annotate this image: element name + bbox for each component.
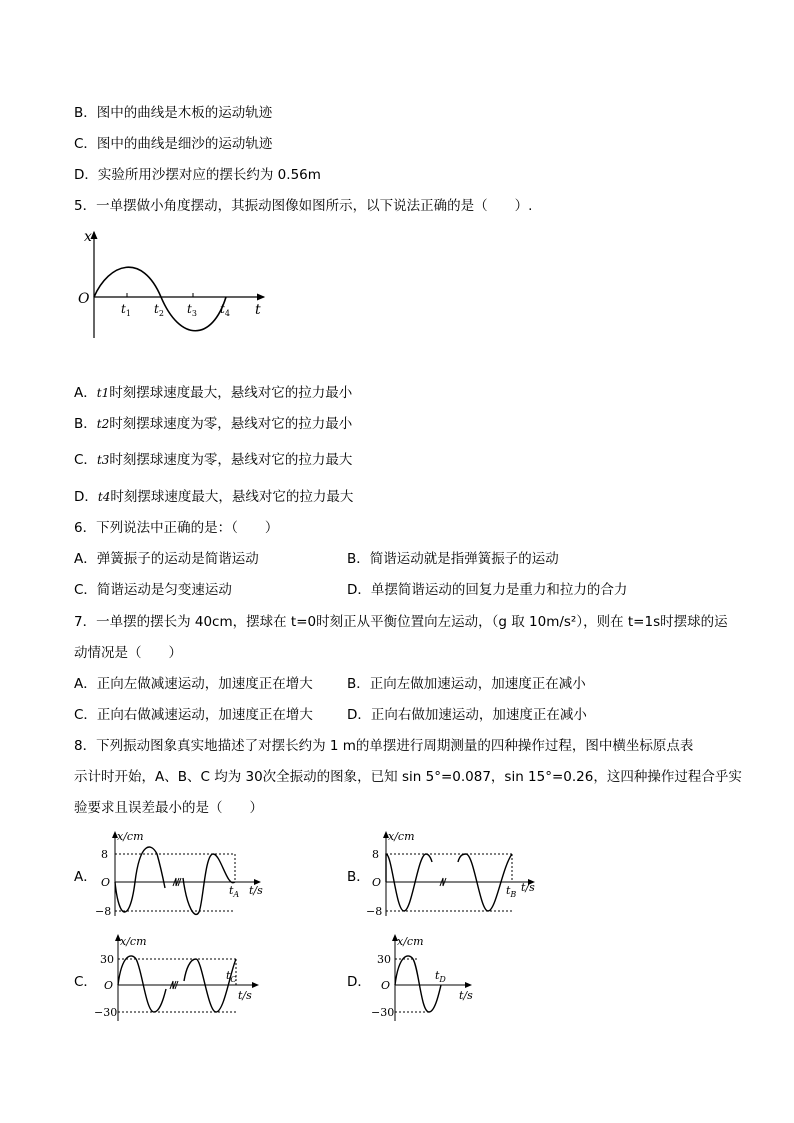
q8-graph-d-label: D． bbox=[347, 974, 371, 990]
q7-option-c: C．正向右做减速运动，加速度正在增大 bbox=[74, 707, 313, 723]
svg-text:O: O bbox=[104, 979, 114, 992]
q5-option-c: C．t3时刻摆球速度为零，悬线对它的拉力最大 bbox=[74, 452, 353, 468]
svg-text:tB: $t_B$ bbox=[506, 884, 517, 899]
svg-text:O: O bbox=[372, 876, 382, 889]
q8-stem-line2: 示计时开始，A、B、C 均为 30次全振动的图象，已知 sin 5°=0.087，sin 15°=0.26，这四种操作过程合乎实 bbox=[74, 769, 742, 785]
q6-option-d: D．单摆简谐运动的回复力是重力和拉力的合力 bbox=[347, 582, 628, 598]
svg-text:30: 30 bbox=[100, 953, 114, 966]
q7-option-a: A．正向左做减速运动，加速度正在增大 bbox=[74, 676, 313, 692]
svg-text:t/s: t/s bbox=[238, 989, 252, 1002]
q8-b-ylabel: x/cm bbox=[388, 830, 415, 843]
q5-option-d: D．t4时刻摆球速度最大，悬线对它的拉力最大 bbox=[74, 489, 354, 505]
q5-x-label: t bbox=[255, 302, 261, 318]
svg-text:−30: −30 bbox=[94, 1006, 118, 1019]
q6-option-b: B．简谐运动就是指弹簧振子的运动 bbox=[347, 551, 559, 567]
q5-y-label: x bbox=[84, 229, 92, 245]
svg-text:x/cm: x/cm bbox=[120, 935, 147, 948]
q8-graph-a bbox=[95, 828, 285, 918]
q8-a-ylabel: x/cm bbox=[117, 830, 144, 843]
q6-stem: 6．下列说法中正确的是：（ ） bbox=[74, 520, 279, 536]
q8-graph-b bbox=[366, 828, 556, 918]
svg-text:x/cm: x/cm bbox=[397, 935, 424, 948]
svg-text:30: 30 bbox=[377, 953, 391, 966]
svg-text:−8: −8 bbox=[95, 905, 112, 918]
q6-option-a: A．弹簧振子的运动是简谐运动 bbox=[74, 551, 259, 567]
q5-vibration-graph bbox=[74, 226, 274, 346]
q5-t2: $t_2$ bbox=[154, 302, 164, 318]
q8-graph-a-label: A． bbox=[74, 869, 97, 885]
q8-graph-c bbox=[94, 933, 288, 1023]
svg-text:−30: −30 bbox=[371, 1006, 395, 1019]
q5-option-a: A．t1时刻摆球速度最大，悬线对它的拉力最小 bbox=[74, 385, 353, 401]
q8-graph-b-label: B． bbox=[347, 869, 370, 885]
svg-text:O: O bbox=[101, 876, 111, 889]
q8-graph-c-label: C． bbox=[74, 974, 97, 990]
q7-option-d: D．正向右做加速运动，加速度正在减小 bbox=[347, 707, 587, 723]
q7-stem-line2: 动情况是（ ） bbox=[74, 645, 182, 661]
q7-option-b: B．正向左做加速运动，加速度正在减小 bbox=[347, 676, 586, 692]
q8-a-tend: $t_A$ bbox=[229, 884, 240, 899]
q6-option-c: C．简谐运动是匀变速运动 bbox=[74, 582, 232, 598]
svg-text:t/s: t/s bbox=[521, 881, 535, 894]
q5-origin: O bbox=[78, 291, 90, 307]
q5-t4: $t_4$ bbox=[220, 302, 230, 318]
q7-stem-line1: 7．一单摆的摆长为 40cm，摆球在 t=0时刻正从平衡位置向左运动，（g 取 10m/s²），则在 t=1s时摆球的运 bbox=[74, 614, 728, 630]
svg-text:8: 8 bbox=[372, 848, 379, 861]
q4-option-b: B．图中的曲线是木板的运动轨迹 bbox=[74, 105, 273, 121]
svg-text:t/s: t/s bbox=[459, 989, 473, 1002]
svg-text:tC: $t_C$ bbox=[226, 969, 237, 984]
q8-stem-line3: 验要求且误差最小的是（ ） bbox=[74, 800, 263, 816]
svg-text:−8: −8 bbox=[366, 905, 383, 918]
svg-text:t/s: t/s bbox=[249, 884, 263, 897]
q4-option-d: D．实验所用沙摆对应的摆长约为 0.56m bbox=[74, 167, 321, 183]
q8-stem-line1: 8．下列振动图象真实地描述了对摆长约为 1 m的单摆进行周期测量的四种操作过程，图中横坐标原点表 bbox=[74, 738, 694, 754]
svg-text:8: 8 bbox=[101, 848, 108, 861]
q8-graph-d-curve bbox=[395, 956, 441, 1012]
svg-text:tD: $t_D$ bbox=[435, 969, 446, 984]
q5-stem: 5．一单摆做小角度摆动，其振动图像如图所示，以下说法正确的是（ ）. bbox=[74, 198, 533, 214]
q4-option-c: C．图中的曲线是细沙的运动轨迹 bbox=[74, 136, 273, 152]
q5-t3: $t_3$ bbox=[187, 302, 197, 318]
q5-option-b: B．t2时刻摆球速度为零，悬线对它的拉力最小 bbox=[74, 416, 353, 432]
q5-sine-curve bbox=[94, 267, 226, 331]
q8-graph-d bbox=[371, 933, 525, 1023]
svg-text:O: O bbox=[381, 979, 391, 992]
q5-t1: $t_1$ bbox=[121, 302, 131, 318]
